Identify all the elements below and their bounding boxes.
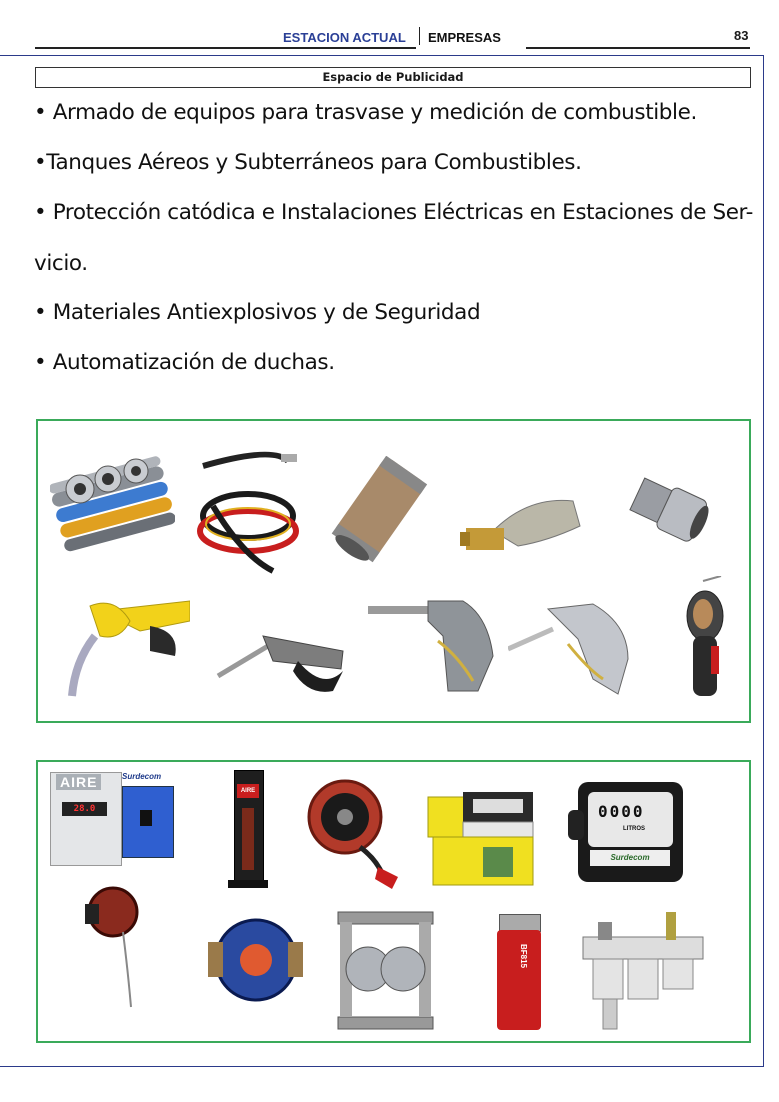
chrome-nozzle-image	[508, 599, 638, 699]
flow-meter-image	[423, 777, 553, 892]
blue-meter-image	[208, 912, 303, 1007]
small-reel-image	[83, 882, 153, 1012]
aluminium-nozzle-image	[368, 596, 498, 696]
black-nozzle-image	[213, 621, 348, 696]
brand-logo: Surdecom	[122, 772, 162, 781]
ad-space-label: Espacio de Publicidad	[35, 67, 751, 88]
swivel-fitting-image	[458, 486, 588, 566]
yellow-nozzle-image	[60, 591, 190, 706]
products-panel-nozzles	[36, 419, 751, 723]
header-rule-left	[35, 47, 416, 49]
bullet-item: • Automatización de duchas.	[34, 350, 335, 375]
meter-brand: Surdecom	[590, 850, 670, 866]
section-title: ESTACION ACTUAL	[283, 30, 406, 45]
bullet-item: • Armado de equipos para trasvase y medición de combustible.	[34, 100, 697, 125]
air-display: 28.0	[62, 802, 107, 816]
header-rule-right	[526, 47, 750, 49]
meter-digits: 0000	[598, 802, 645, 821]
aire-label: AIRE	[56, 774, 101, 790]
vertical-nozzle-image	[673, 576, 733, 701]
dispenser-label: AIRE	[237, 784, 259, 798]
tall-dispenser-unit	[228, 770, 268, 892]
hose-bundle-image	[50, 449, 175, 559]
fuel-filter	[493, 914, 548, 1032]
bullet-item: • Protección catódica e Instalaciones Eléctricas en Estaciones de Ser-	[34, 200, 753, 225]
page-number: 83	[734, 28, 749, 43]
manifold-assembly-image	[578, 907, 708, 1032]
breakaway-valve-image	[323, 456, 433, 566]
hose-reel-image	[300, 777, 410, 892]
threaded-coupling-image	[623, 471, 713, 551]
header-separator	[419, 27, 420, 45]
products-panel-equipment	[36, 760, 751, 1043]
bullet-item: • Materiales Antiexplosivos y de Seguridad	[34, 300, 481, 325]
category-title: EMPRESAS	[428, 30, 501, 45]
mechanical-meter	[568, 782, 683, 887]
bullet-item: vicio.	[34, 251, 88, 276]
bullet-item: •Tanques Aéreos y Subterráneos para Combustibles.	[34, 150, 582, 175]
diaphragm-pump-image	[328, 907, 443, 1037]
air-dispenser-unit	[50, 772, 175, 867]
filter-code: BF815	[519, 944, 528, 969]
coiled-hose-image	[193, 446, 303, 576]
meter-unit: LITROS	[623, 826, 645, 832]
